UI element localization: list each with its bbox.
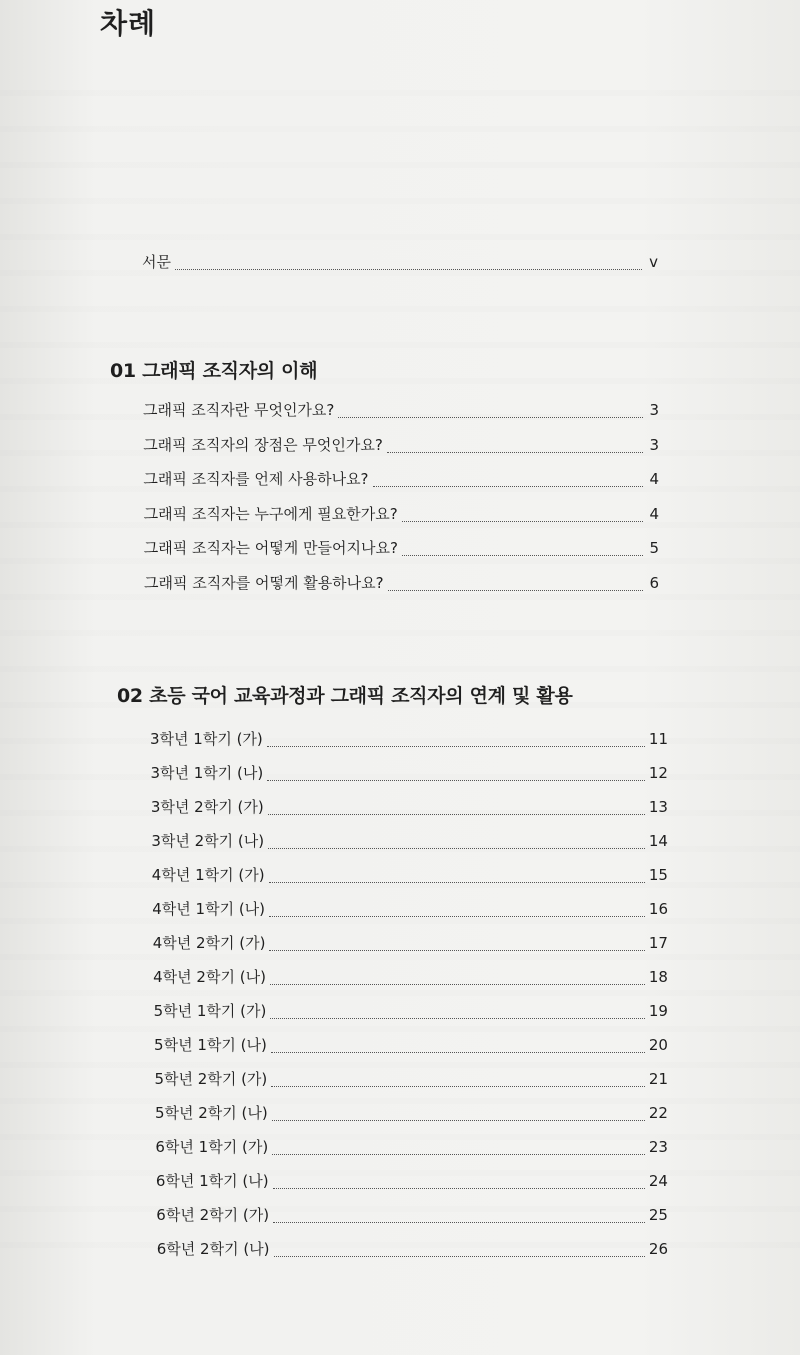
- toc-entry[interactable]: [153, 933, 668, 955]
- toc-entry[interactable]: [154, 1001, 668, 1023]
- toc-entry[interactable]: [152, 899, 668, 921]
- leader-dots: [271, 1085, 645, 1087]
- toc-entry-label: 3학년 2학기 (가): [150, 798, 264, 816]
- toc-entry[interactable]: [151, 831, 668, 853]
- toc-entry-label: 그래픽 조직자란 무엇인가요?: [143, 401, 335, 419]
- toc-entry-label: 4학년 2학기 (나): [153, 968, 266, 986]
- toc-entry-page: 25: [648, 1206, 668, 1224]
- leader-dots: [267, 745, 645, 747]
- toc-entry-label: 6학년 2학기 (가): [156, 1206, 270, 1224]
- toc-entry-page: 19: [648, 1002, 668, 1020]
- toc-entry-page: 3: [649, 435, 659, 454]
- section-heading: 02 초등 국어 교육과정과 그래픽 조직자의 연계 및 활용: [117, 685, 573, 707]
- toc-entry-page: 22: [648, 1104, 668, 1122]
- leader-dots: [271, 1051, 645, 1053]
- toc-entry[interactable]: [143, 400, 659, 422]
- toc-entry-page: 23: [648, 1138, 668, 1156]
- toc-entry-label: 그래픽 조직자는 어떻게 만들어지나요?: [143, 539, 398, 557]
- leader-dots: [270, 1017, 645, 1019]
- toc-entry-page: 15: [648, 866, 668, 884]
- leader-dots: [402, 554, 643, 556]
- toc-entry-page: 14: [648, 832, 668, 850]
- toc-entry[interactable]: [144, 538, 659, 560]
- toc-entry[interactable]: [156, 1205, 668, 1227]
- toc-entry-page: 4: [649, 504, 659, 523]
- leader-dots: [268, 813, 645, 815]
- toc-entry[interactable]: [150, 763, 668, 785]
- toc-entry-label: 3학년 1학기 (나): [150, 764, 264, 782]
- leader-dots: [269, 949, 644, 951]
- toc-entry[interactable]: [155, 1137, 668, 1159]
- toc-entry-label: 4학년 1학기 (가): [151, 866, 265, 884]
- leader-dots: [338, 416, 643, 418]
- toc-entry-page: 5: [649, 539, 659, 557]
- leader-dots: [387, 451, 643, 453]
- toc-entry-label: 4학년 1학기 (나): [152, 900, 266, 918]
- toc-entry[interactable]: [150, 729, 668, 751]
- toc-entry-label: 5학년 1학기 (나): [154, 1036, 267, 1054]
- toc-entry-page: 11: [648, 730, 668, 748]
- toc-entry-label: 그래픽 조직자는 누구에게 필요한가요?: [143, 504, 398, 523]
- leader-dots: [272, 1153, 645, 1155]
- toc-entry-page: 6: [649, 573, 659, 592]
- toc-entry-label: 그래픽 조직자를 어떻게 활용하나요?: [144, 573, 384, 592]
- toc-entry-page: 16: [648, 900, 668, 918]
- toc-entry-page: 20: [648, 1036, 668, 1054]
- leader-dots: [267, 779, 645, 781]
- toc-entry-label: 서문: [142, 253, 171, 271]
- toc-entry[interactable]: [157, 1239, 668, 1261]
- toc-entry-page: 4: [649, 470, 659, 488]
- toc-entry-label: 6학년 2학기 (나): [156, 1240, 270, 1258]
- toc-entry[interactable]: [151, 797, 668, 819]
- toc-entry-label: 6학년 1학기 (나): [155, 1172, 269, 1190]
- leader-dots: [373, 485, 643, 487]
- leader-dots: [268, 847, 645, 849]
- toc-entry-page: v: [649, 253, 658, 271]
- toc-entry-page: 18: [648, 968, 668, 986]
- leader-dots: [402, 520, 643, 522]
- toc-title: 차례: [100, 7, 157, 40]
- toc-entry[interactable]: [144, 573, 659, 595]
- toc-entry[interactable]: [152, 865, 668, 887]
- toc-entry[interactable]: [155, 1103, 668, 1125]
- toc-entry-preface[interactable]: [142, 252, 658, 274]
- toc-entry[interactable]: [153, 967, 668, 989]
- toc-entry-page: 24: [648, 1172, 668, 1190]
- toc-entry-page: 26: [648, 1240, 668, 1258]
- leader-dots: [175, 268, 642, 270]
- toc-entry-label: 3학년 1학기 (가): [150, 730, 263, 748]
- toc-entry-label: 3학년 2학기 (나): [151, 832, 265, 850]
- toc-entry-label: 그래픽 조직자의 장점은 무엇인가요?: [143, 435, 383, 454]
- toc-entry-page: 12: [648, 764, 668, 782]
- leader-dots: [388, 589, 643, 591]
- toc-entry-page: 17: [648, 934, 668, 952]
- toc-entry-label: 그래픽 조직자를 언제 사용하나요?: [143, 470, 369, 488]
- leader-dots: [270, 983, 645, 985]
- toc-entry-page: 21: [648, 1070, 668, 1088]
- toc-entry-label: 4학년 2학기 (가): [152, 934, 266, 952]
- leader-dots: [272, 1119, 645, 1121]
- toc-entry[interactable]: [155, 1069, 669, 1091]
- leader-dots: [274, 1255, 645, 1257]
- toc-entry[interactable]: [143, 435, 659, 457]
- toc-entry-label: 5학년 2학기 (가): [154, 1070, 268, 1088]
- leader-dots: [269, 915, 645, 917]
- toc-entry[interactable]: [144, 504, 659, 526]
- toc-entry-label: 5학년 2학기 (나): [154, 1104, 268, 1122]
- toc-entry[interactable]: [143, 469, 659, 491]
- toc-entry-page: 13: [648, 798, 668, 816]
- toc-entry[interactable]: [156, 1171, 668, 1193]
- toc-entry-label: 5학년 1학기 (가): [153, 1002, 267, 1020]
- leader-dots: [273, 1221, 645, 1223]
- toc-entry-page: 3: [649, 401, 659, 419]
- leader-dots: [269, 881, 645, 883]
- toc-entry[interactable]: [154, 1035, 668, 1057]
- section-heading: 01 그래픽 조직자의 이해: [110, 360, 318, 382]
- toc-entry-label: 6학년 1학기 (가): [155, 1138, 269, 1156]
- leader-dots: [273, 1187, 645, 1189]
